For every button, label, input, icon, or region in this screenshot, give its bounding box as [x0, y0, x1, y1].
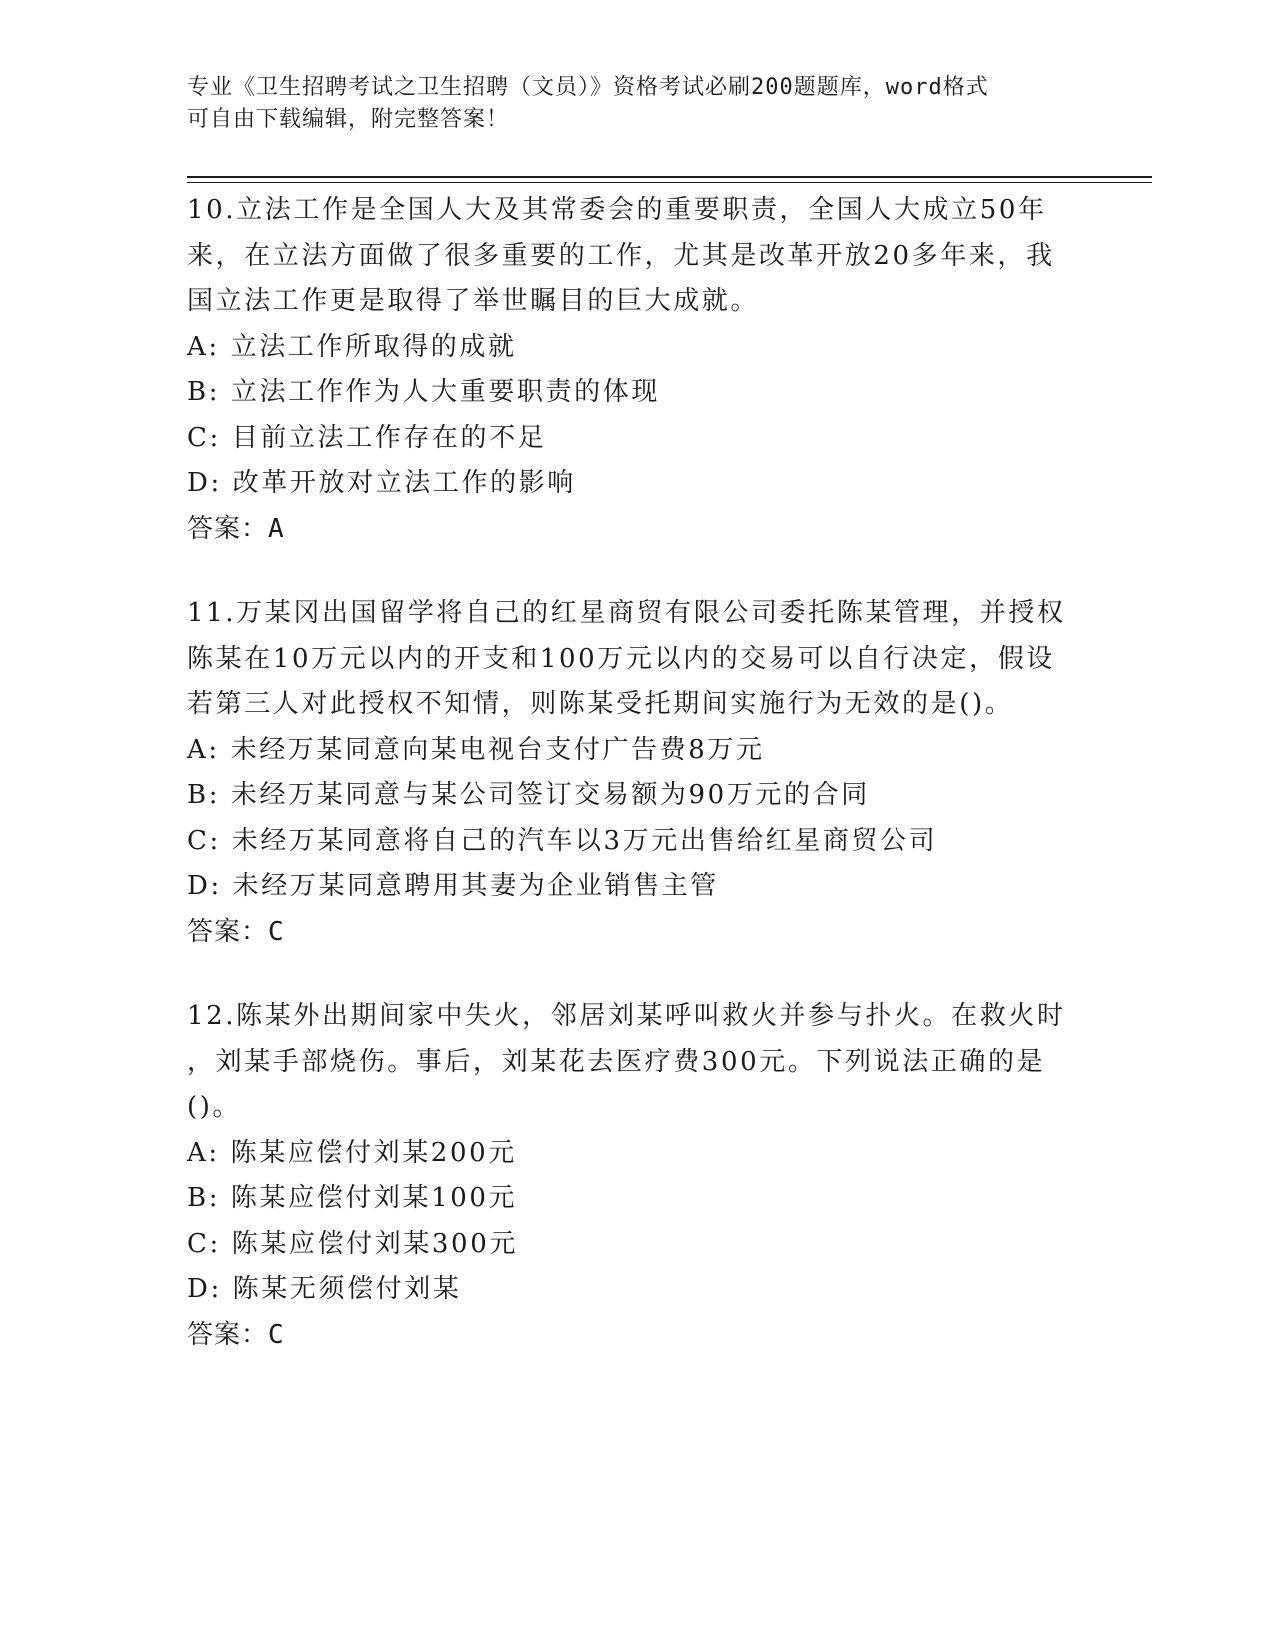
- answer-label: 答案：C: [187, 1319, 285, 1350]
- question-11: [187, 591, 1087, 955]
- question-stem-line: 陈某在10万元以内的开支和100万元以内的交易可以自行决定，假设: [187, 643, 1055, 674]
- header-line: 可自由下载编辑，附完整答案！: [187, 107, 510, 132]
- answer-label: 答案：A: [187, 513, 285, 544]
- header-divider: [187, 176, 1152, 178]
- option-d: D: 陈某无须偿付刘某: [187, 1274, 462, 1304]
- question-10: [187, 188, 1087, 552]
- question-stem-line: 11.万某冈出国留学将自己的红星商贸有限公司委托陈某管理，并授权: [187, 598, 1066, 628]
- option-b: B: 立法工作作为人大重要职责的体现: [187, 377, 660, 407]
- option-c: C: 陈某应偿付刘某300元: [187, 1228, 518, 1259]
- question-12: [187, 994, 1087, 1358]
- document-header: [187, 72, 1067, 136]
- header-divider-thin: [187, 182, 1152, 183]
- option-d: D: 改革开放对立法工作的影响: [187, 468, 576, 498]
- question-stem-line: 10.立法工作是全国人大及其常委会的重要职责，全国人大成立50年: [187, 195, 1047, 225]
- header-line: 专业《卫生招聘考试之卫生招聘（文员）》资格考试必刷200题题库，word格式: [187, 75, 989, 100]
- option-a: A: 未经万某同意向某电视台支付广告费8万元: [187, 734, 765, 765]
- option-b: B: 陈某应偿付刘某100元: [187, 1183, 518, 1213]
- question-stem-line: 若第三人对此授权不知情，则陈某受托期间实施行为无效的是()。: [187, 689, 1014, 719]
- question-stem-line: ()。: [187, 1092, 242, 1122]
- question-stem-line: ，刘某手部烧伤。事后，刘某花去医疗费300元。下列说法正确的是: [187, 1046, 1046, 1077]
- question-list: [187, 188, 1087, 1397]
- option-a: A: 陈某应偿付刘某200元: [187, 1137, 517, 1168]
- option-b: B: 未经万某同意与某公司签订交易额为90万元的合同: [187, 780, 870, 810]
- option-d: D: 未经万某同意聘用其妻为企业销售主管: [187, 871, 719, 901]
- option-c: C: 未经万某同意将自己的汽车以3万元出售给红星商贸公司: [187, 825, 938, 856]
- option-a: A: 立法工作所取得的成就: [187, 331, 517, 362]
- question-stem-line: 来，在立法方面做了很多重要的工作，尤其是改革开放20多年来，我: [187, 240, 1055, 271]
- question-stem-line: 国立法工作更是取得了举世瞩目的巨大成就。: [187, 286, 760, 316]
- answer-label: 答案：C: [187, 916, 285, 947]
- option-c: C: 目前立法工作存在的不足: [187, 422, 547, 453]
- question-stem-line: 12.陈某外出期间家中失火，邻居刘某呼叫救火并参与扑火。在救火时: [187, 1001, 1066, 1031]
